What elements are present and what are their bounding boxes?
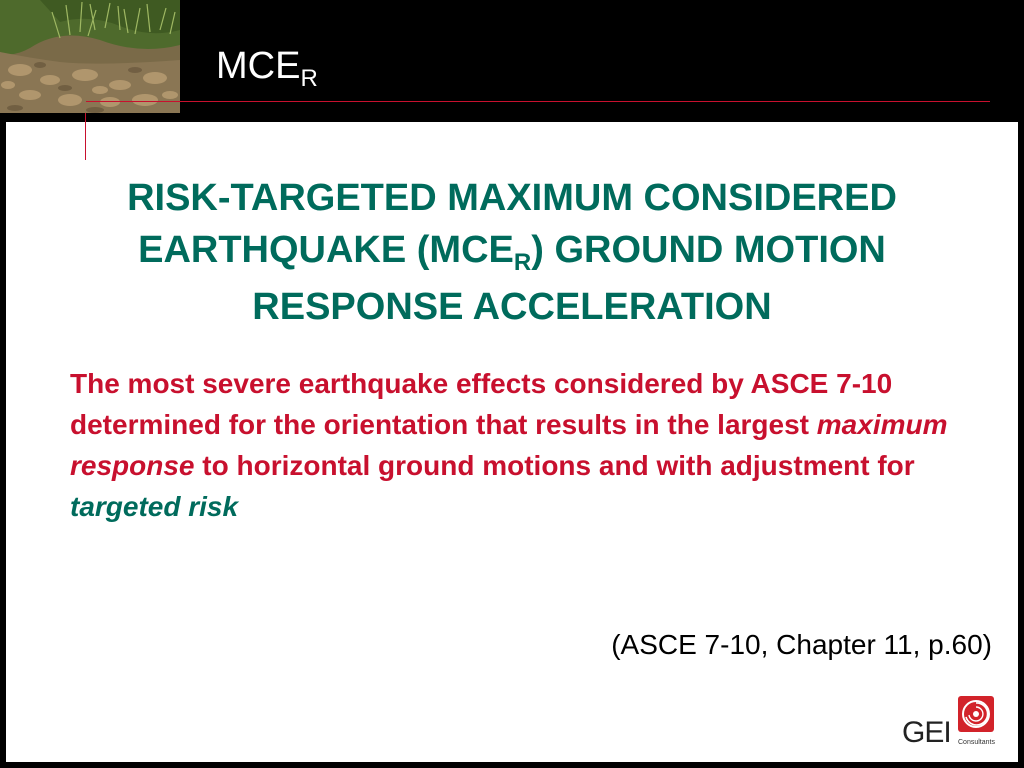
- gei-swirl-icon: [958, 696, 994, 732]
- header-rule: [86, 101, 990, 102]
- heading-line-2-subscript: R: [513, 249, 532, 276]
- gei-logo: [900, 694, 1010, 754]
- logo-tagline: Consultants: [958, 739, 995, 746]
- heading-line-2: [20, 224, 1004, 281]
- header-title-main: MCE: [216, 45, 301, 87]
- stream-photo-image: [0, 0, 180, 113]
- definition-emphasis-maximum-response: maximum response: [70, 409, 948, 481]
- heading-line-1: RISK-TARGETED MAXIMUM CONSIDERED: [127, 177, 897, 219]
- header-title-subscript: R: [300, 65, 318, 92]
- definition-text: [70, 363, 970, 527]
- definition-emphasis-targeted-risk: targeted risk: [70, 491, 239, 522]
- definition-part-1: The most severe earthquake effects considered by ASCE 7-10 determined for the orientation that results in the largest: [70, 368, 893, 440]
- citation: (ASCE 7-10, Chapter 11, p.60): [611, 629, 992, 660]
- definition-part-2: to horizontal ground motions and with adjustment for: [194, 450, 915, 481]
- heading-line-2-suffix: ) GROUND MOTION: [531, 229, 886, 271]
- heading-line-3: RESPONSE ACCELERATION: [252, 286, 772, 328]
- heading-line-2-prefix: EARTHQUAKE (MCE: [138, 229, 514, 271]
- stream-photo: [0, 0, 180, 113]
- slide-heading: [20, 172, 1004, 333]
- header-title: [216, 46, 318, 91]
- accent-tick: [85, 113, 86, 160]
- logo-name: GEI: [902, 716, 951, 749]
